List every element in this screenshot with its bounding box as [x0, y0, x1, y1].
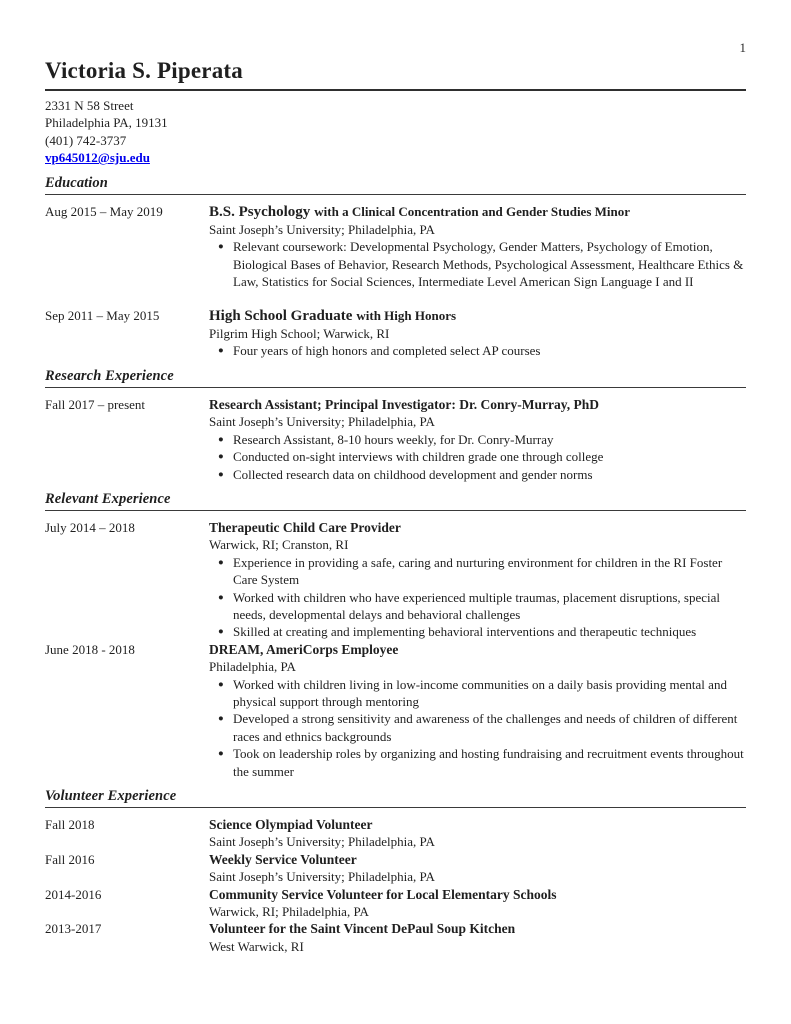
entry-location: Philadelphia, PA — [209, 659, 296, 675]
bullet-item: ● Worked with children living in low-income communities on a daily basis providing mental and physical support through mentoring — [209, 676, 746, 711]
bullet-item: ● Took on leadership roles by organizing and hosting fundraising and recruitment events throughout the summer — [209, 745, 746, 780]
relevant-entry-dream-americorps — [45, 641, 746, 780]
email-link[interactable]: vp645012@sju.edu — [45, 150, 150, 166]
entry-location: Pilgrim High School; Warwick, RI — [209, 326, 390, 342]
entry-location: Warwick, RI; Cranston, RI — [209, 537, 349, 553]
bullet-item: ● Skilled at creating and implementing behavioral interventions and therapeutic techniques — [209, 623, 746, 640]
entry-location: Saint Joseph’s University; Philadelphia, PA — [209, 834, 435, 850]
bullet-list — [209, 238, 746, 290]
section-relevant-experience — [45, 511, 746, 780]
volunteer-entry-weekly-service — [45, 851, 746, 886]
address-line-city: Philadelphia PA, 19131 — [45, 115, 168, 131]
entry-title: Weekly Service Volunteer — [209, 851, 357, 867]
entry-date: Fall 2017 – present — [45, 396, 146, 412]
entry-title: DREAM, AmeriCorps Employee — [209, 641, 399, 657]
entry-date: Fall 2018 — [45, 817, 95, 832]
entry-location: Saint Joseph’s University; Philadelphia, PA — [209, 222, 435, 238]
entry-date: June 2018 - 2018 — [45, 641, 135, 657]
bullet-item: ● Developed a strong sensitivity and awareness of the challenges and needs of children of different races and ethnics backgrounds — [209, 710, 746, 745]
bullet-list — [209, 431, 746, 483]
resume-name: Victoria S. Piperata — [45, 57, 746, 91]
bullet-item: ● Worked with children who have experienced multiple traumas, placement disruptions, special needs, developmental delays and behavioral challenges — [209, 589, 746, 624]
entry-title: Therapeutic Child Care Provider — [209, 519, 401, 535]
volunteer-entry-community-service — [45, 886, 746, 921]
section-volunteer-experience — [45, 808, 746, 955]
page-number: 1 — [739, 40, 746, 55]
contact-block — [45, 97, 746, 167]
bullet-item: ● Relevant coursework: Developmental Psychology, Gender Matters, Psychology of Emotion, Biological Bases of Behavior, Research Methods, Psychological Assessment, Healthcare Ethics & Law, Statistics for Social Sciences, Intermediate Level American Sign Language I and II — [209, 238, 746, 290]
education-entry-bs-psychology — [45, 203, 746, 291]
entry-title: Research Assistant; Principal Investigator: Dr. Conry-Murray, PhD — [209, 396, 599, 412]
phone-number: (401) 742-3737 — [45, 132, 127, 148]
entry-location: Warwick, RI; Philadelphia, PA — [209, 904, 369, 920]
bullet-item: ● Collected research data on childhood development and gender norms — [209, 466, 746, 483]
bullet-item: ● Experience in providing a safe, caring and nurturing environment for children in the RI Foster Care System — [209, 554, 746, 589]
section-title-relevant-experience: Relevant Experience — [45, 490, 746, 511]
education-entry-high-school — [45, 307, 746, 360]
bullet-item: ● Research Assistant, 8-10 hours weekly, for Dr. Conry-Murray — [209, 431, 746, 448]
section-title-volunteer-experience: Volunteer Experience — [45, 787, 746, 808]
entry-title: Community Service Volunteer for Local Elementary Schools — [209, 886, 557, 902]
entry-date: 2013-2017 — [45, 921, 102, 937]
entry-date: 2014-2016 — [45, 886, 102, 902]
section-research-experience — [45, 388, 746, 483]
bullet-list — [209, 342, 746, 359]
relevant-entry-child-care — [45, 519, 746, 641]
entry-title: Volunteer for the Saint Vincent DePaul Soup Kitchen — [209, 921, 516, 937]
volunteer-entry-soup-kitchen — [45, 920, 746, 955]
entry-title: High School Graduate with High Honors — [209, 307, 457, 324]
entry-date: Aug 2015 – May 2019 — [45, 203, 163, 219]
bullet-item: ● Conducted on-sight interviews with children grade one through college — [209, 448, 746, 465]
entry-title: Science Olympiad Volunteer — [209, 817, 373, 832]
entry-location: Saint Joseph’s University; Philadelphia, PA — [209, 414, 435, 430]
entry-date: July 2014 – 2018 — [45, 519, 135, 535]
address-line-street: 2331 N 58 Street — [45, 98, 134, 113]
bullet-item: ● Four years of high honors and completed select AP courses — [209, 342, 746, 359]
volunteer-entry-science-olympiad — [45, 816, 746, 851]
entry-location: West Warwick, RI — [209, 938, 304, 954]
bullet-list — [209, 676, 746, 780]
section-title-research-experience: Research Experience — [45, 367, 746, 388]
entry-date: Fall 2016 — [45, 851, 95, 867]
entry-date: Sep 2011 – May 2015 — [45, 307, 160, 323]
research-entry-assistant — [45, 396, 746, 483]
bullet-list — [209, 554, 746, 641]
section-title-education: Education — [45, 174, 746, 195]
entry-title: B.S. Psychology with a Clinical Concentration and Gender Studies Minor — [209, 203, 631, 220]
entry-location: Saint Joseph’s University; Philadelphia, PA — [209, 869, 435, 885]
section-education — [45, 195, 746, 360]
